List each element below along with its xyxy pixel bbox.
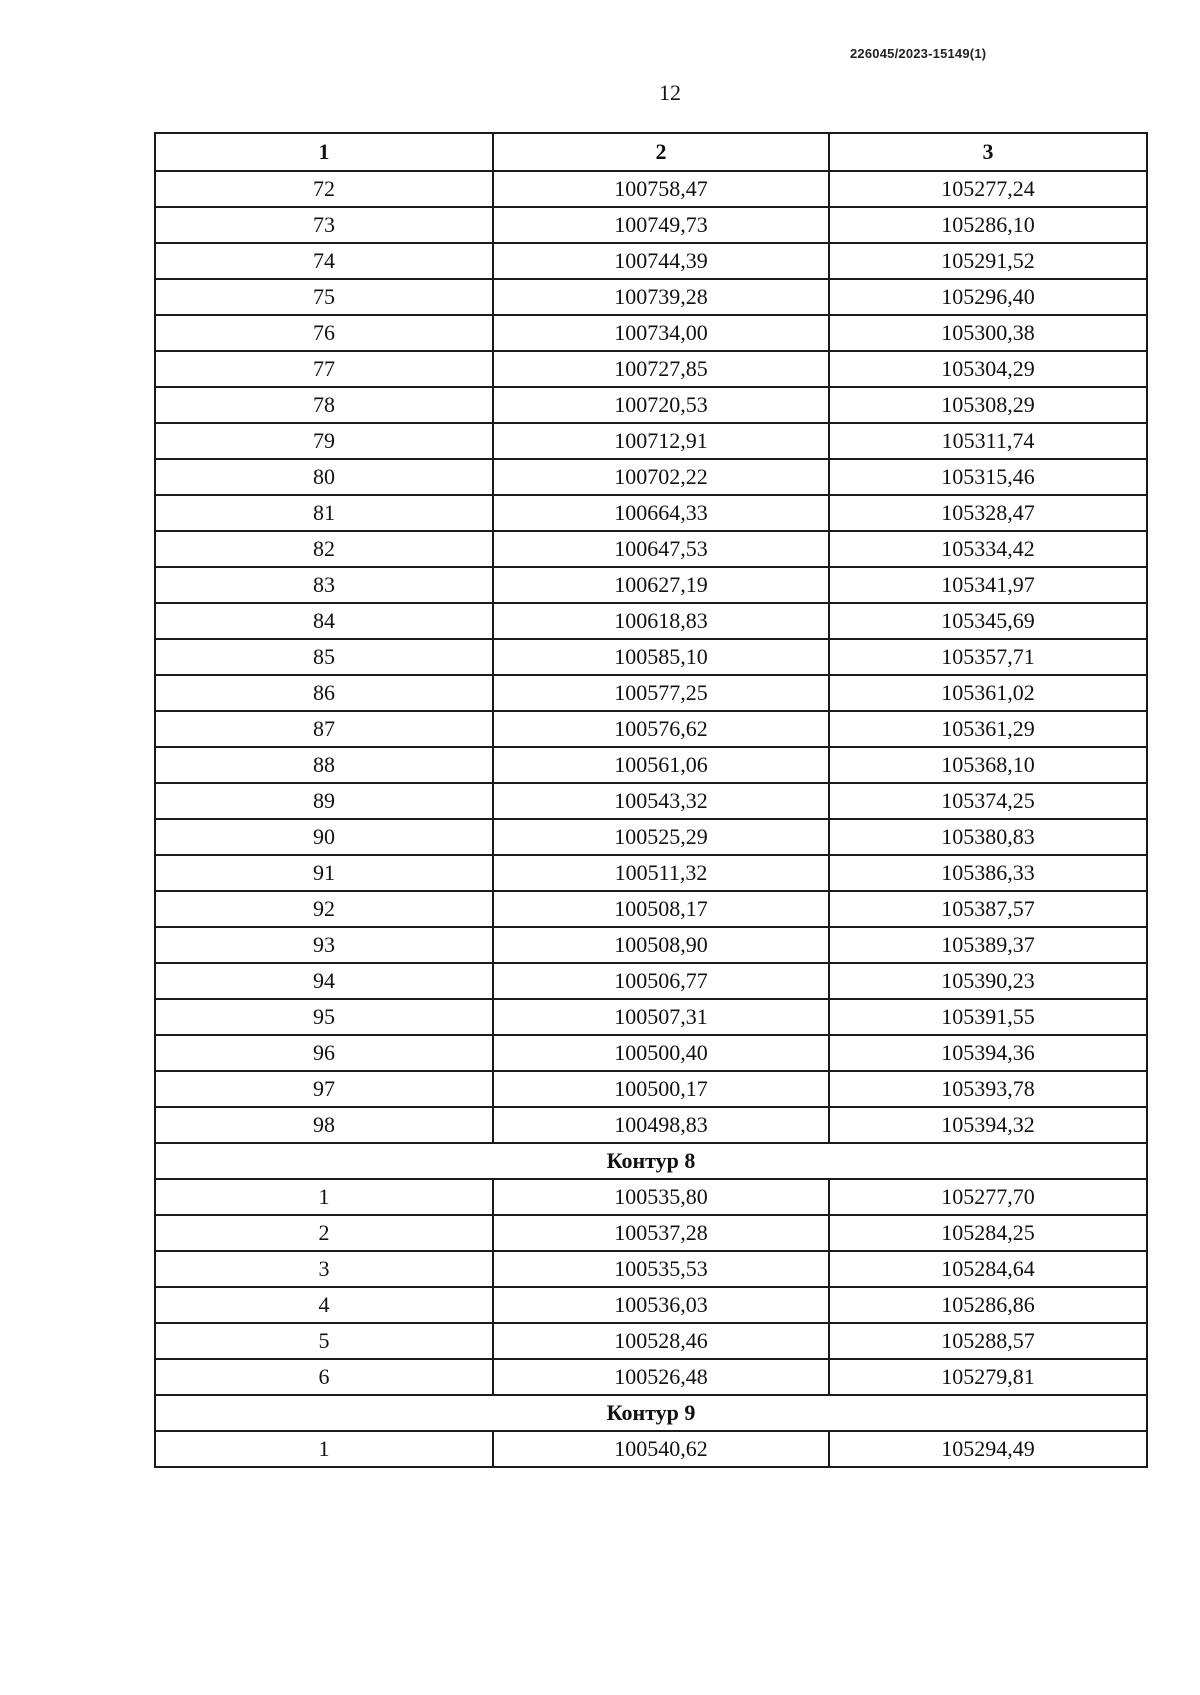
point-number-cell: 86 — [155, 675, 493, 711]
point-number-cell: 74 — [155, 243, 493, 279]
table-row — [155, 1071, 1147, 1107]
point-number-cell: 88 — [155, 747, 493, 783]
point-number-cell: 98 — [155, 1107, 493, 1143]
y-coordinate-cell: 105374,25 — [829, 783, 1147, 819]
point-number-cell: 2 — [155, 1215, 493, 1251]
table-row — [155, 891, 1147, 927]
x-coordinate-cell: 100500,17 — [493, 1071, 829, 1107]
table-row — [155, 1359, 1147, 1395]
point-number-cell: 97 — [155, 1071, 493, 1107]
table-row — [155, 927, 1147, 963]
table-row — [155, 1251, 1147, 1287]
table-row — [155, 279, 1147, 315]
point-number-cell: 4 — [155, 1287, 493, 1323]
table-row — [155, 243, 1147, 279]
point-number-cell: 77 — [155, 351, 493, 387]
x-coordinate-cell: 100627,19 — [493, 567, 829, 603]
x-coordinate-cell: 100540,62 — [493, 1431, 829, 1467]
y-coordinate-cell: 105386,33 — [829, 855, 1147, 891]
point-number-cell: 5 — [155, 1323, 493, 1359]
y-coordinate-cell: 105389,37 — [829, 927, 1147, 963]
y-coordinate-cell: 105361,02 — [829, 675, 1147, 711]
x-coordinate-cell: 100618,83 — [493, 603, 829, 639]
x-coordinate-cell: 100734,00 — [493, 315, 829, 351]
y-coordinate-cell: 105277,24 — [829, 171, 1147, 207]
table-row — [155, 639, 1147, 675]
point-number-cell: 87 — [155, 711, 493, 747]
table-header-row — [155, 133, 1147, 171]
y-coordinate-cell: 105368,10 — [829, 747, 1147, 783]
table-row — [155, 567, 1147, 603]
point-number-cell: 1 — [155, 1179, 493, 1215]
table-row — [155, 1179, 1147, 1215]
point-number-cell: 95 — [155, 999, 493, 1035]
section-title: Контур 8 — [155, 1143, 1147, 1179]
y-coordinate-cell: 105328,47 — [829, 495, 1147, 531]
table-row — [155, 1035, 1147, 1071]
x-coordinate-cell: 100525,29 — [493, 819, 829, 855]
y-coordinate-cell: 105391,55 — [829, 999, 1147, 1035]
y-coordinate-cell: 105304,29 — [829, 351, 1147, 387]
x-coordinate-cell: 100500,40 — [493, 1035, 829, 1071]
y-coordinate-cell: 105394,32 — [829, 1107, 1147, 1143]
table-row — [155, 1431, 1147, 1467]
x-coordinate-cell: 100537,28 — [493, 1215, 829, 1251]
table-row — [155, 1287, 1147, 1323]
column-header: 2 — [493, 133, 829, 171]
x-coordinate-cell: 100576,62 — [493, 711, 829, 747]
y-coordinate-cell: 105286,10 — [829, 207, 1147, 243]
y-coordinate-cell: 105341,97 — [829, 567, 1147, 603]
column-header: 3 — [829, 133, 1147, 171]
point-number-cell: 94 — [155, 963, 493, 999]
x-coordinate-cell: 100543,32 — [493, 783, 829, 819]
point-number-cell: 79 — [155, 423, 493, 459]
y-coordinate-cell: 105387,57 — [829, 891, 1147, 927]
y-coordinate-cell: 105345,69 — [829, 603, 1147, 639]
point-number-cell: 6 — [155, 1359, 493, 1395]
x-coordinate-cell: 100758,47 — [493, 171, 829, 207]
table-row — [155, 207, 1147, 243]
point-number-cell: 92 — [155, 891, 493, 927]
point-number-cell: 91 — [155, 855, 493, 891]
x-coordinate-cell: 100577,25 — [493, 675, 829, 711]
y-coordinate-cell: 105291,52 — [829, 243, 1147, 279]
y-coordinate-cell: 105390,23 — [829, 963, 1147, 999]
x-coordinate-cell: 100536,03 — [493, 1287, 829, 1323]
point-number-cell: 80 — [155, 459, 493, 495]
table-row — [155, 459, 1147, 495]
x-coordinate-cell: 100647,53 — [493, 531, 829, 567]
y-coordinate-cell: 105279,81 — [829, 1359, 1147, 1395]
point-number-cell: 89 — [155, 783, 493, 819]
point-number-cell: 85 — [155, 639, 493, 675]
x-coordinate-cell: 100526,48 — [493, 1359, 829, 1395]
y-coordinate-cell: 105315,46 — [829, 459, 1147, 495]
point-number-cell: 83 — [155, 567, 493, 603]
y-coordinate-cell: 105361,29 — [829, 711, 1147, 747]
x-coordinate-cell: 100498,83 — [493, 1107, 829, 1143]
document-id: 226045/2023-15149(1) — [850, 46, 987, 61]
x-coordinate-cell: 100508,90 — [493, 927, 829, 963]
y-coordinate-cell: 105284,64 — [829, 1251, 1147, 1287]
table-row — [155, 531, 1147, 567]
x-coordinate-cell: 100506,77 — [493, 963, 829, 999]
y-coordinate-cell: 105277,70 — [829, 1179, 1147, 1215]
section-row — [155, 1395, 1147, 1431]
x-coordinate-cell: 100585,10 — [493, 639, 829, 675]
table-row — [155, 855, 1147, 891]
point-number-cell: 73 — [155, 207, 493, 243]
table-row — [155, 603, 1147, 639]
point-number-cell: 3 — [155, 1251, 493, 1287]
x-coordinate-cell: 100720,53 — [493, 387, 829, 423]
y-coordinate-cell: 105393,78 — [829, 1071, 1147, 1107]
x-coordinate-cell: 100702,22 — [493, 459, 829, 495]
x-coordinate-cell: 100535,80 — [493, 1179, 829, 1215]
point-number-cell: 82 — [155, 531, 493, 567]
x-coordinate-cell: 100664,33 — [493, 495, 829, 531]
table-row — [155, 963, 1147, 999]
point-number-cell: 76 — [155, 315, 493, 351]
y-coordinate-cell: 105394,36 — [829, 1035, 1147, 1071]
y-coordinate-cell: 105284,25 — [829, 1215, 1147, 1251]
page-number: 12 — [659, 80, 681, 105]
table-row — [155, 1215, 1147, 1251]
x-coordinate-cell: 100561,06 — [493, 747, 829, 783]
table-body — [155, 171, 1147, 1467]
x-coordinate-cell: 100528,46 — [493, 1323, 829, 1359]
table-row — [155, 999, 1147, 1035]
x-coordinate-cell: 100535,53 — [493, 1251, 829, 1287]
section-title: Контур 9 — [155, 1395, 1147, 1431]
y-coordinate-cell: 105308,29 — [829, 387, 1147, 423]
table-row — [155, 819, 1147, 855]
y-coordinate-cell: 105300,38 — [829, 315, 1147, 351]
y-coordinate-cell: 105288,57 — [829, 1323, 1147, 1359]
x-coordinate-cell: 100507,31 — [493, 999, 829, 1035]
x-coordinate-cell: 100511,32 — [493, 855, 829, 891]
point-number-cell: 72 — [155, 171, 493, 207]
x-coordinate-cell: 100712,91 — [493, 423, 829, 459]
point-number-cell: 90 — [155, 819, 493, 855]
table-row — [155, 1107, 1147, 1143]
y-coordinate-cell: 105334,42 — [829, 531, 1147, 567]
point-number-cell: 84 — [155, 603, 493, 639]
table-row — [155, 423, 1147, 459]
column-header: 1 — [155, 133, 493, 171]
table-row — [155, 351, 1147, 387]
section-row — [155, 1143, 1147, 1179]
point-number-cell: 1 — [155, 1431, 493, 1467]
point-number-cell: 81 — [155, 495, 493, 531]
table-row — [155, 711, 1147, 747]
x-coordinate-cell: 100727,85 — [493, 351, 829, 387]
point-number-cell: 96 — [155, 1035, 493, 1071]
point-number-cell: 78 — [155, 387, 493, 423]
table-row — [155, 387, 1147, 423]
x-coordinate-cell: 100744,39 — [493, 243, 829, 279]
table-row — [155, 1323, 1147, 1359]
y-coordinate-cell: 105380,83 — [829, 819, 1147, 855]
y-coordinate-cell: 105286,86 — [829, 1287, 1147, 1323]
table-row — [155, 315, 1147, 351]
point-number-cell: 75 — [155, 279, 493, 315]
y-coordinate-cell: 105296,40 — [829, 279, 1147, 315]
table-row — [155, 495, 1147, 531]
point-number-cell: 93 — [155, 927, 493, 963]
y-coordinate-cell: 105357,71 — [829, 639, 1147, 675]
table-row — [155, 783, 1147, 819]
y-coordinate-cell: 105294,49 — [829, 1431, 1147, 1467]
table-row — [155, 675, 1147, 711]
coordinates-table — [154, 132, 1148, 1468]
x-coordinate-cell: 100749,73 — [493, 207, 829, 243]
x-coordinate-cell: 100739,28 — [493, 279, 829, 315]
x-coordinate-cell: 100508,17 — [493, 891, 829, 927]
table-row — [155, 747, 1147, 783]
y-coordinate-cell: 105311,74 — [829, 423, 1147, 459]
table-row — [155, 171, 1147, 207]
